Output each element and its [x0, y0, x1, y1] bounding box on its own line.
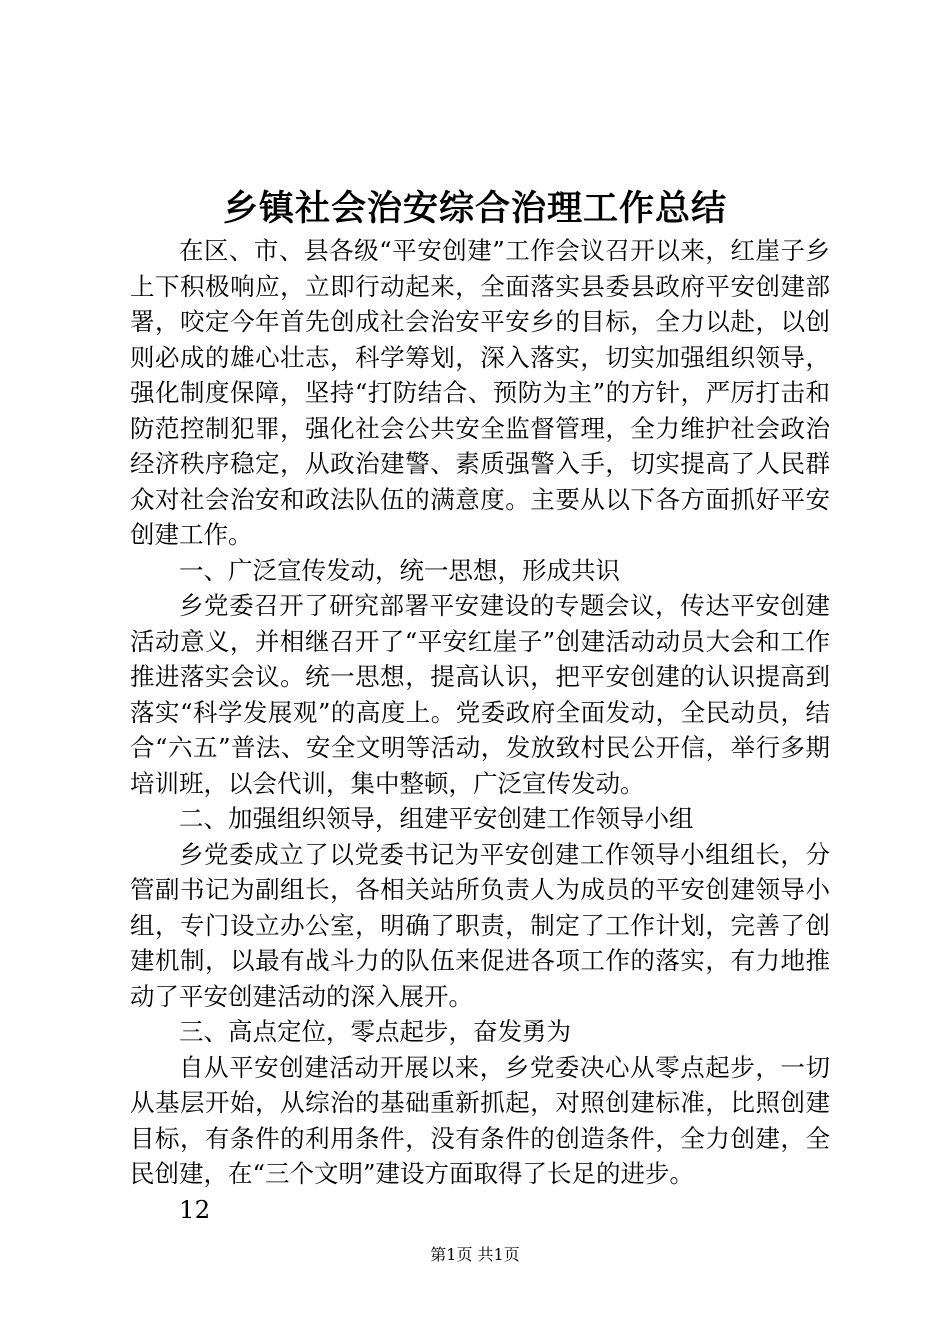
section-heading-2: 二、加强组织领导，组建平安创建工作领导小组: [179, 804, 694, 833]
document-body: [130, 233, 830, 1227]
section-paragraph-3: 自从平安创建活动开展以来，乡党委决心从零点起步，一切从基层开始，从综治的基础重新抓起，对照创建标准，比照创建目标，有条件的利用条件，没有条件的创造条件，全力创建，全民创建，在“三个文明”建设方面取得了长足的进步。: [130, 1052, 830, 1188]
section-paragraph-2: 乡党委成立了以党委书记为平安创建工作领导小组组长，分管副书记为副组长，各相关站所负责人为成员的平安创建领导小组，专门设立办公室，明确了职责，制定了工作计划，完善了创建机制，以最有战斗力的队伍来促进各项工作的落实，有力地推动了平安创建活动的深入展开。: [130, 839, 830, 1011]
page-number-footer: 第1页 共1页: [430, 1245, 520, 1264]
document-title: 乡镇社会治安综合治理工作总结: [222, 189, 727, 229]
section-heading-3: 三、高点定位，零点起步，奋发勇为: [179, 1017, 571, 1046]
section-paragraph-1: 乡党委召开了研究部署平安建设的专题会议，传达平安创建活动意义，并相继召开了“平安红崖子”创建活动动员大会和工作推进落实会议。统一思想，提高认识，把平安创建的认识提高到落实“科学发展观”的高度上。党委政府全面发动，全民动员，结合“六五”普法、安全文明等活动，发放致村民公开信，举行多期培训班，以会代训，集中整顿，广泛宣传发动。: [130, 591, 830, 798]
intro-paragraph: 在区、市、县各级“平安创建”工作会议召开以来，红崖子乡上下积极响应，立即行动起来，全面落实县委县政府平安创建部署，咬定今年首先创成社会治安平安乡的目标，全力以赴，以创则必成的雄心壮志，科学筹划，深入落实，切实加强组织领导，强化制度保障，坚持“打防结合、预防为主”的方针，严厉打击和防范控制犯罪，强化社会公共安全监督管理，全力维护社会政治经济秩序稳定，从政治建警、素质强警入手，切实提高了人民群众对社会治安和政法队伍的满意度。主要从以下各方面抓好平安创建工作。: [130, 236, 830, 549]
section-heading-1: 一、广泛宣传发动，统一思想，形成共识: [179, 555, 620, 585]
trailing-number: 12: [179, 1194, 211, 1224]
